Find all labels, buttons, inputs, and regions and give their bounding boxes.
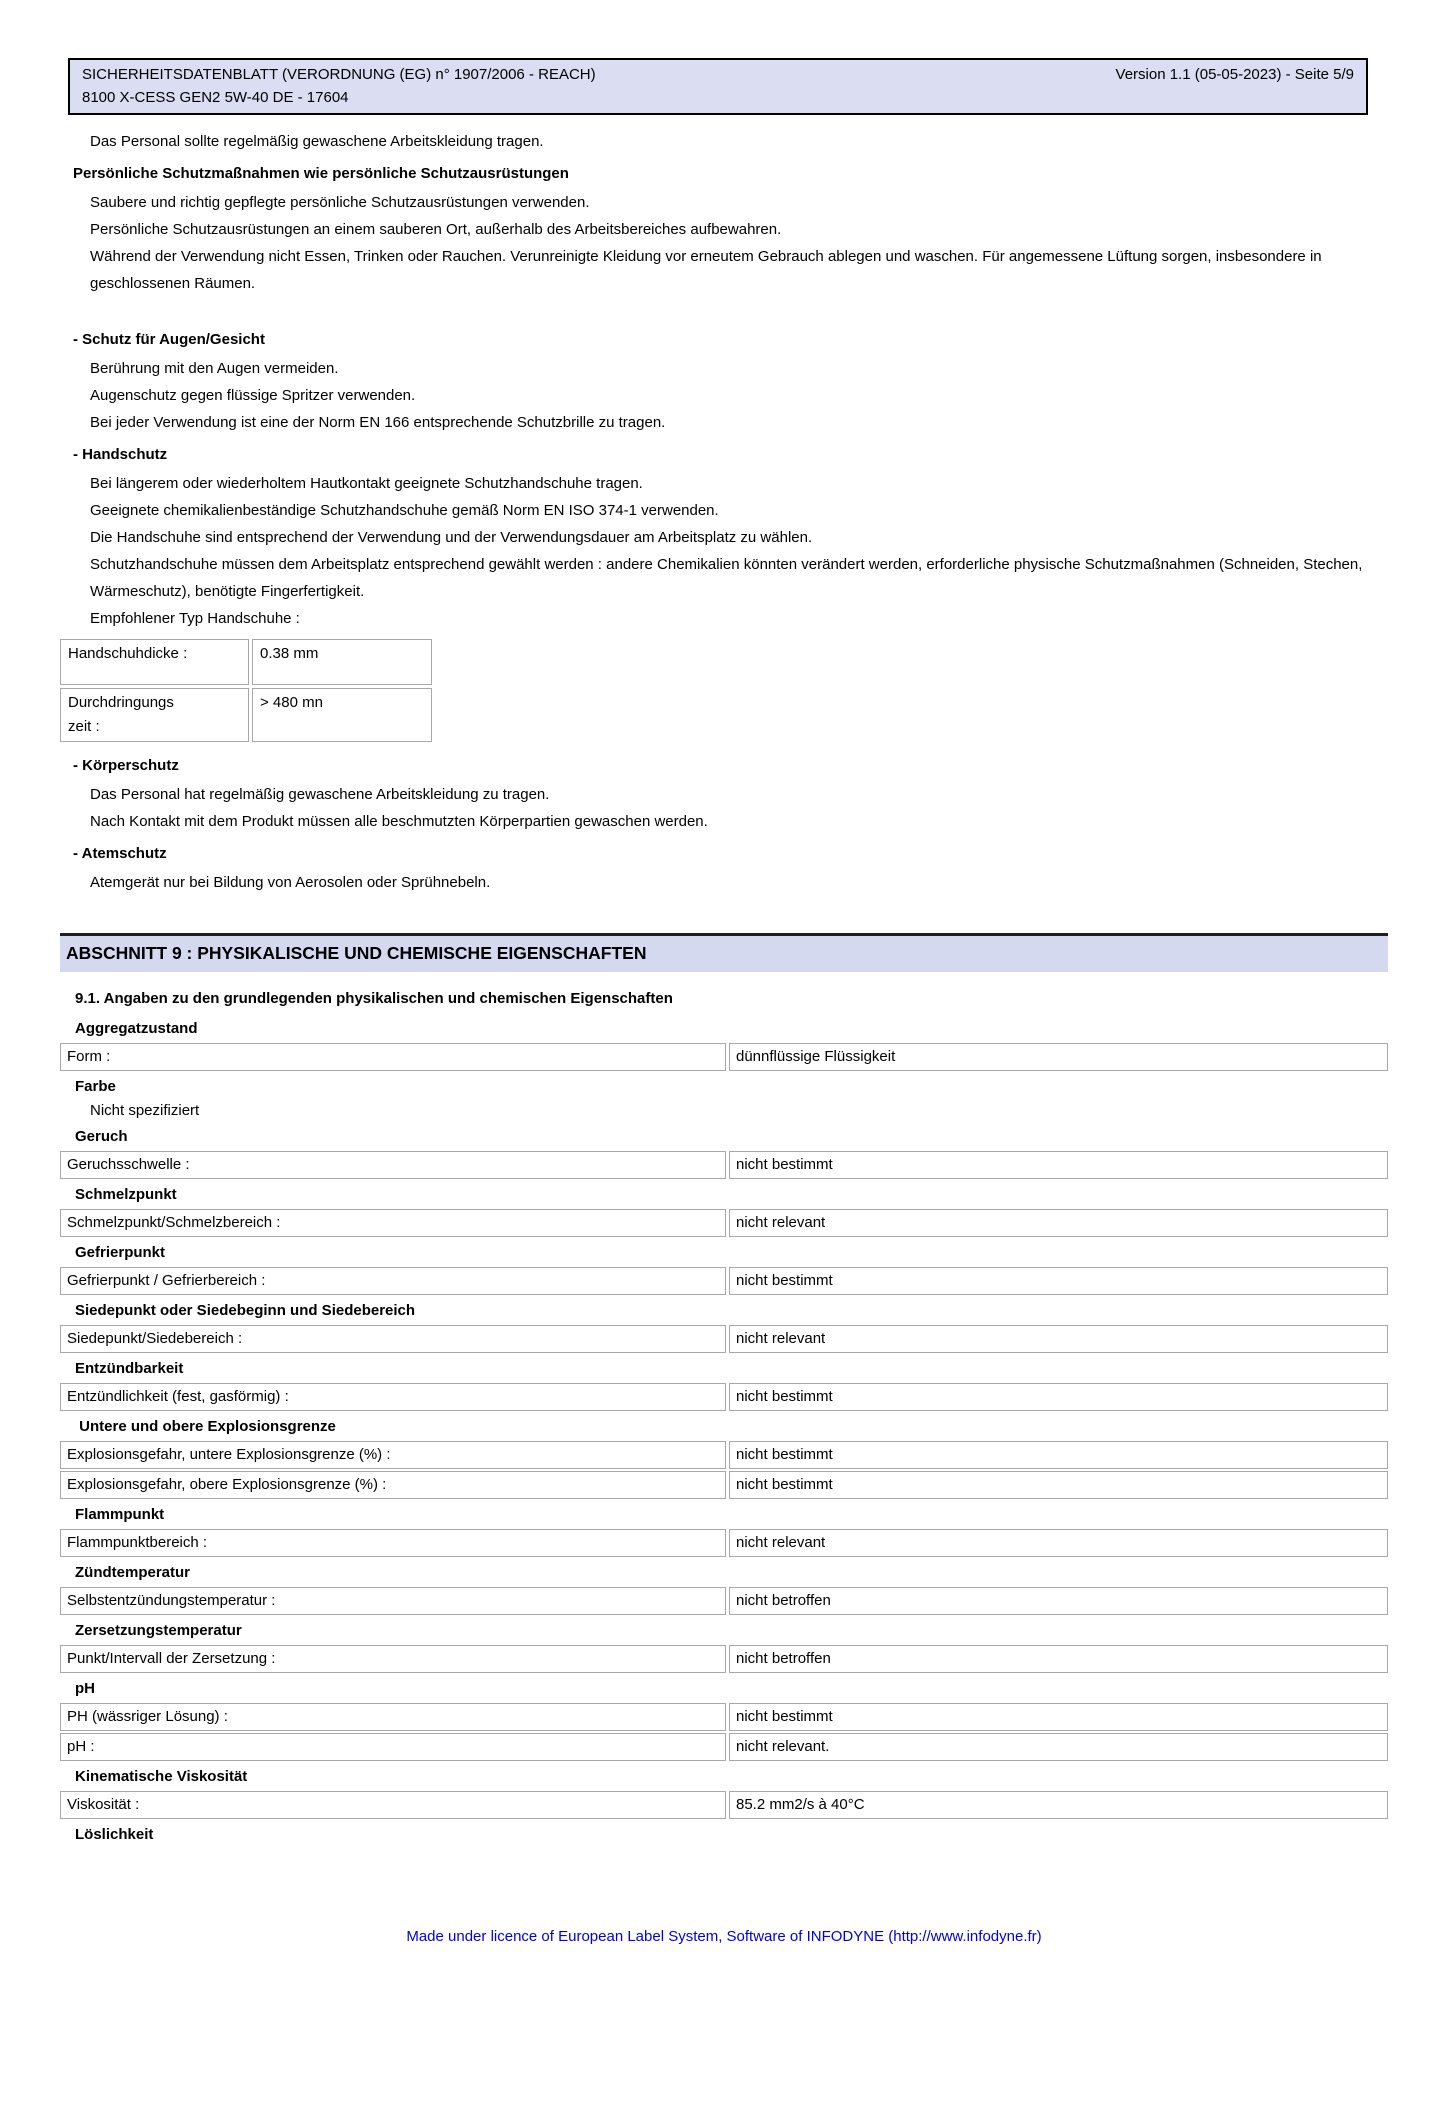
- property-value: nicht relevant: [729, 1209, 1388, 1237]
- body-text-line: Schutzhandschuhe müssen dem Arbeitsplatz entsprechend gewählt werden : andere Chemikalien könnten verändert werden, erforderliche physische Schutzmaßnahmen (Schneiden, Stechen, Wärmeschutz), benötigte Fingerfertigkeit.: [90, 556, 1363, 600]
- footer-licence-link[interactable]: Made under licence of European Label System, Software of INFODYNE (http://www.infodyne.fr): [406, 1928, 1042, 1945]
- property-label: Entzündlichkeit (fest, gasförmig) :: [60, 1383, 726, 1411]
- property-value: nicht betroffen: [729, 1645, 1388, 1673]
- glove-table-row: [60, 639, 432, 685]
- property-row: [60, 1471, 1388, 1499]
- property-label: Schmelzpunkt/Schmelzbereich :: [60, 1209, 726, 1237]
- property-value: nicht bestimmt: [729, 1151, 1388, 1179]
- property-value: nicht bestimmt: [729, 1441, 1388, 1469]
- document-title: SICHERHEITSDATENBLATT (VERORDNUNG (EG) n° 1907/2006 - REACH): [82, 66, 596, 83]
- property-row: [60, 1043, 1388, 1071]
- section-9-bar: ABSCHNITT 9 : PHYSIKALISCHE UND CHEMISCHE EIGENSCHAFTEN: [60, 933, 1388, 972]
- body-text-line: Empfohlener Typ Handschuhe :: [90, 610, 300, 627]
- property-group-heading: Schmelzpunkt: [75, 1186, 177, 1203]
- property-value: nicht bestimmt: [729, 1383, 1388, 1411]
- ppe-heading: Persönliche Schutzmaßnahmen wie persönliche Schutzausrüstungen: [73, 165, 569, 182]
- body-text-line: Das Personal sollte regelmäßig gewaschene Arbeitskleidung tragen.: [90, 133, 544, 150]
- property-group-heading: Löslichkeit: [75, 1826, 154, 1843]
- property-group-heading: Untere und obere Explosionsgrenze: [75, 1418, 336, 1435]
- body-text-line: Bei längerem oder wiederholtem Hautkontakt geeignete Schutzhandschuhe tragen.: [90, 475, 643, 492]
- property-row: [60, 1383, 1388, 1411]
- eye-protection-heading: - Schutz für Augen/Gesicht: [73, 331, 265, 348]
- property-label: Explosionsgefahr, untere Explosionsgrenze (%) :: [60, 1441, 726, 1469]
- property-row: [60, 1703, 1388, 1731]
- property-group-heading: Zündtemperatur: [75, 1564, 191, 1581]
- property-value: nicht bestimmt: [729, 1267, 1388, 1295]
- property-label: Selbstentzündungstemperatur :: [60, 1587, 726, 1615]
- body-text-line: Berührung mit den Augen vermeiden.: [90, 360, 339, 377]
- property-label: pH :: [60, 1733, 726, 1761]
- body-text-line: Saubere und richtig gepflegte persönliche Schutzausrüstungen verwenden.: [90, 194, 590, 211]
- glove-spec-table: [60, 639, 432, 742]
- property-row: [60, 1441, 1388, 1469]
- property-group-heading: Entzündbarkeit: [75, 1360, 184, 1377]
- property-group-heading: Farbe: [75, 1078, 116, 1095]
- property-value: nicht relevant.: [729, 1733, 1388, 1761]
- eye-protection-lines: [60, 355, 1388, 436]
- property-value: nicht relevant: [729, 1325, 1388, 1353]
- body-text-line: Atemgerät nur bei Bildung von Aerosolen oder Sprühnebeln.: [90, 874, 491, 891]
- property-label: PH (wässriger Lösung) :: [60, 1703, 726, 1731]
- ppe-lines: [60, 189, 1388, 297]
- property-row: [60, 1151, 1388, 1179]
- property-label: Siedepunkt/Siedebereich :: [60, 1325, 726, 1353]
- body-text-line: Nach Kontakt mit dem Produkt müssen alle beschmutzten Körperpartien gewaschen werden.: [90, 813, 708, 830]
- body-protection-heading: - Körperschutz: [73, 757, 179, 774]
- glove-table-value: > 480 mn: [252, 688, 432, 742]
- property-group-heading: pH: [75, 1680, 95, 1697]
- body-text-line: Die Handschuhe sind entsprechend der Verwendung und der Verwendungsdauer am Arbeitsplatz zu wählen.: [90, 529, 813, 546]
- body-text-line: Während der Verwendung nicht Essen, Trinken oder Rauchen. Verunreinigte Kleidung vor erneutem Gebrauch ablegen und waschen. Für angemessene Lüftung sorgen, insbesondere in geschlossenen Räumen.: [90, 248, 1322, 292]
- property-value: dünnflüssige Flüssigkeit: [729, 1043, 1388, 1071]
- property-row: [60, 1267, 1388, 1295]
- section-9-1-heading: 9.1. Angaben zu den grundlegenden physikalischen und chemischen Eigenschaften: [75, 990, 673, 1007]
- respiratory-protection-heading: - Atemschutz: [73, 845, 167, 862]
- property-group-heading: Geruch: [75, 1128, 128, 1145]
- property-row: [60, 1733, 1388, 1761]
- property-group-heading: Kinematische Viskosität: [75, 1768, 248, 1785]
- version-page-info: Version 1.1 (05-05-2023) - Seite 5/9: [1115, 66, 1354, 83]
- property-row: [60, 1529, 1388, 1557]
- product-name: 8100 X-CESS GEN2 5W-40 DE - 17604: [82, 89, 349, 106]
- property-row: [60, 1791, 1388, 1819]
- body-text-line: Augenschutz gegen flüssige Spritzer verwenden.: [90, 387, 416, 404]
- document-page: [0, 58, 1445, 1947]
- property-label: Explosionsgefahr, obere Explosionsgrenze (%) :: [60, 1471, 726, 1499]
- property-group-heading: Gefrierpunkt: [75, 1244, 166, 1261]
- body-text-line: Bei jeder Verwendung ist eine der Norm EN 166 entsprechende Schutzbrille zu tragen.: [90, 414, 666, 431]
- property-label: Punkt/Intervall der Zersetzung :: [60, 1645, 726, 1673]
- property-group-heading: Aggregatzustand: [75, 1020, 198, 1037]
- property-value: nicht bestimmt: [729, 1471, 1388, 1499]
- body-text-line: Geeignete chemikalienbeständige Schutzhandschuhe gemäß Norm EN ISO 374-1 verwenden.: [90, 502, 719, 519]
- glove-table-label: Durchdringungs zeit :: [60, 688, 249, 742]
- property-label: Form :: [60, 1043, 726, 1071]
- glove-table-value: 0.38 mm: [252, 639, 432, 685]
- property-label: Flammpunktbereich :: [60, 1529, 726, 1557]
- property-row: [60, 1587, 1388, 1615]
- property-value: nicht betroffen: [729, 1587, 1388, 1615]
- respiratory-protection-lines: [60, 869, 1388, 896]
- property-plain-value: Nicht spezifiziert: [90, 1102, 200, 1119]
- glove-table-row: [60, 688, 432, 742]
- hand-protection-lines: [60, 470, 1388, 632]
- body-text-line: Persönliche Schutzausrüstungen an einem sauberen Ort, außerhalb des Arbeitsbereiches aufbewahren.: [90, 221, 782, 238]
- hand-protection-heading: - Handschutz: [73, 446, 168, 463]
- property-group-heading: Zersetzungstemperatur: [75, 1622, 242, 1639]
- property-row: [60, 1645, 1388, 1673]
- property-label: Viskosität :: [60, 1791, 726, 1819]
- document-header: [68, 58, 1368, 115]
- property-label: Geruchsschwelle :: [60, 1151, 726, 1179]
- property-value: nicht bestimmt: [729, 1703, 1388, 1731]
- property-label: Gefrierpunkt / Gefrierbereich :: [60, 1267, 726, 1295]
- property-group-heading: Siedepunkt oder Siedebeginn und Siedebereich: [75, 1302, 416, 1319]
- section-9-properties: [60, 1019, 1388, 1845]
- section-8-content: [60, 128, 1388, 896]
- property-group-heading: Flammpunkt: [75, 1506, 165, 1523]
- property-row: [60, 1325, 1388, 1353]
- body-text-line: Das Personal hat regelmäßig gewaschene Arbeitskleidung zu tragen.: [90, 786, 550, 803]
- property-row: [60, 1209, 1388, 1237]
- property-value: 85.2 mm2/s à 40°C: [729, 1791, 1388, 1819]
- glove-table-label: Handschuhdicke :: [60, 639, 249, 685]
- property-value: nicht relevant: [729, 1529, 1388, 1557]
- body-protection-lines: [60, 781, 1388, 835]
